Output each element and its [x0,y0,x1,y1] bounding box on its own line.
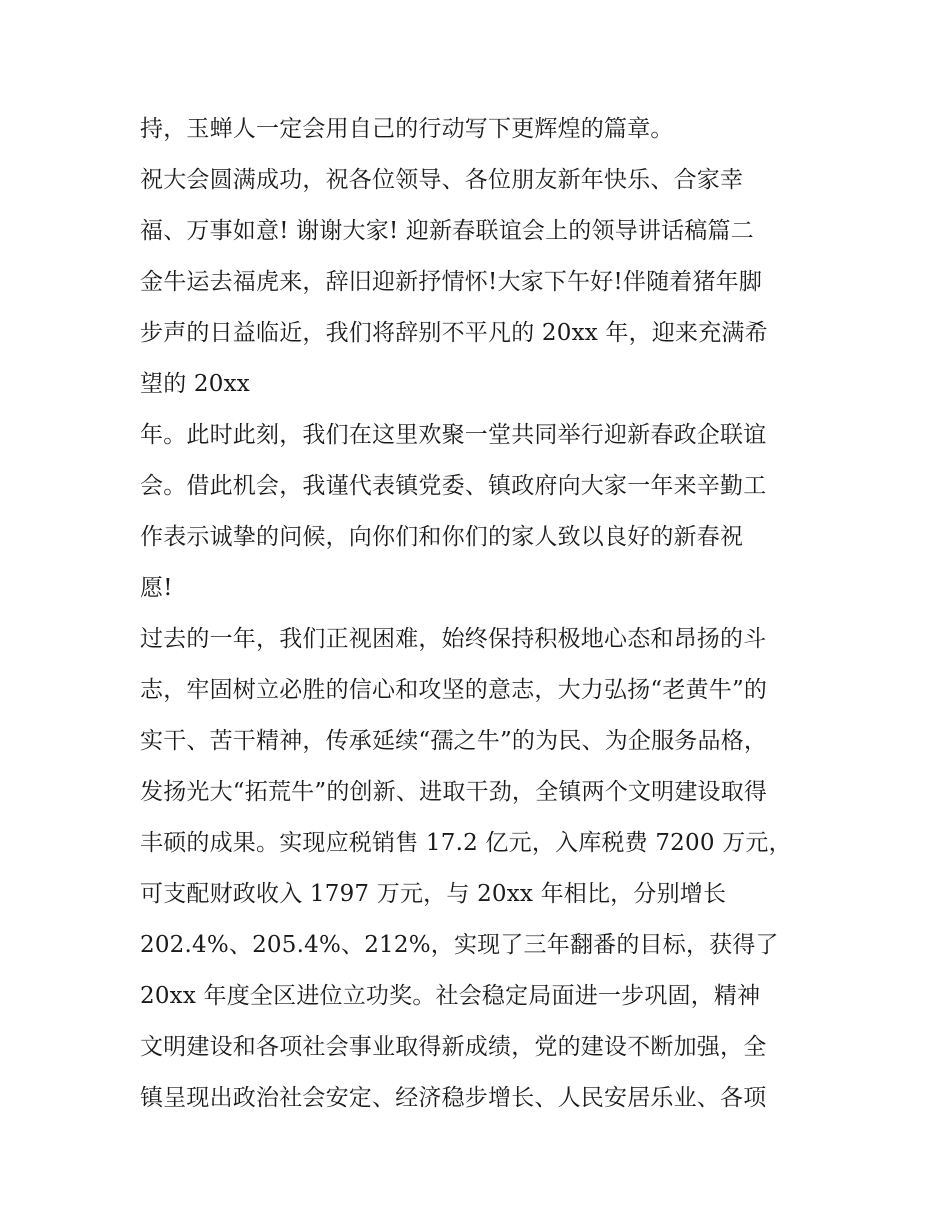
text-line: 祝大会圆满成功，祝各位领导、各位朋友新年快乐、合家幸 [140,167,744,193]
text-line: 20xx 年度全区进位立功奖。社会稳定局面进一步巩固，精神 [140,983,761,1009]
text-line: 丰硕的成果。实现应税销售 17.2 亿元，入库税费 7200 万元， [140,830,792,856]
text-line: 步声的日益临近，我们将辞别不平凡的 20xx 年，迎来充满希 [140,320,768,346]
text-line: 202.4%、205.4%、212%，实现了三年翻番的目标，获得了 [140,932,779,958]
text-line: 可支配财政收入 1797 万元，与 20xx 年相比，分别增长 [140,881,727,907]
text-line: 实干、苦干精神，传承延续“孺之牛”的为民、为企服务品格， [140,728,768,754]
text-line: 愿! [140,575,173,601]
text-line: 望的 20xx [140,371,250,397]
text-line: 过去的一年，我们正视困难，始终保持积极地心态和昂扬的斗 [140,626,767,652]
text-line: 发扬光大“拓荒牛”的创新、进取干劲，全镇两个文明建设取得 [140,779,768,805]
text-line: 福、万事如意! 谢谢大家! 迎新春联谊会上的领导讲话稿篇二 [140,218,754,244]
text-line: 持，玉蝉人一定会用自己的行动写下更辉煌的篇章。 [140,116,674,142]
text-line: 文明建设和各项社会事业取得新成绩，党的建设不断加强，全 [140,1034,767,1060]
text-line: 作表示诚挚的问候，向你们和你们的家人致以良好的新春祝 [140,524,744,550]
text-line: 会。借此机会，我谨代表镇党委、镇政府向大家一年来辛勤工 [140,473,767,499]
text-line: 镇呈现出政治社会安定、经济稳步增长、人民安居乐业、各项 [140,1085,767,1111]
document-body [140,104,820,1124]
text-line: 志，牢固树立必胜的信心和攻坚的意志，大力弘扬“老黄牛”的 [140,677,768,703]
text-line: 年。此时此刻，我们在这里欢聚一堂共同举行迎新春政企联谊 [140,422,767,448]
text-line: 金牛运去福虎来，辞旧迎新抒情怀!大家下午好!伴随着猪年脚 [140,269,763,295]
